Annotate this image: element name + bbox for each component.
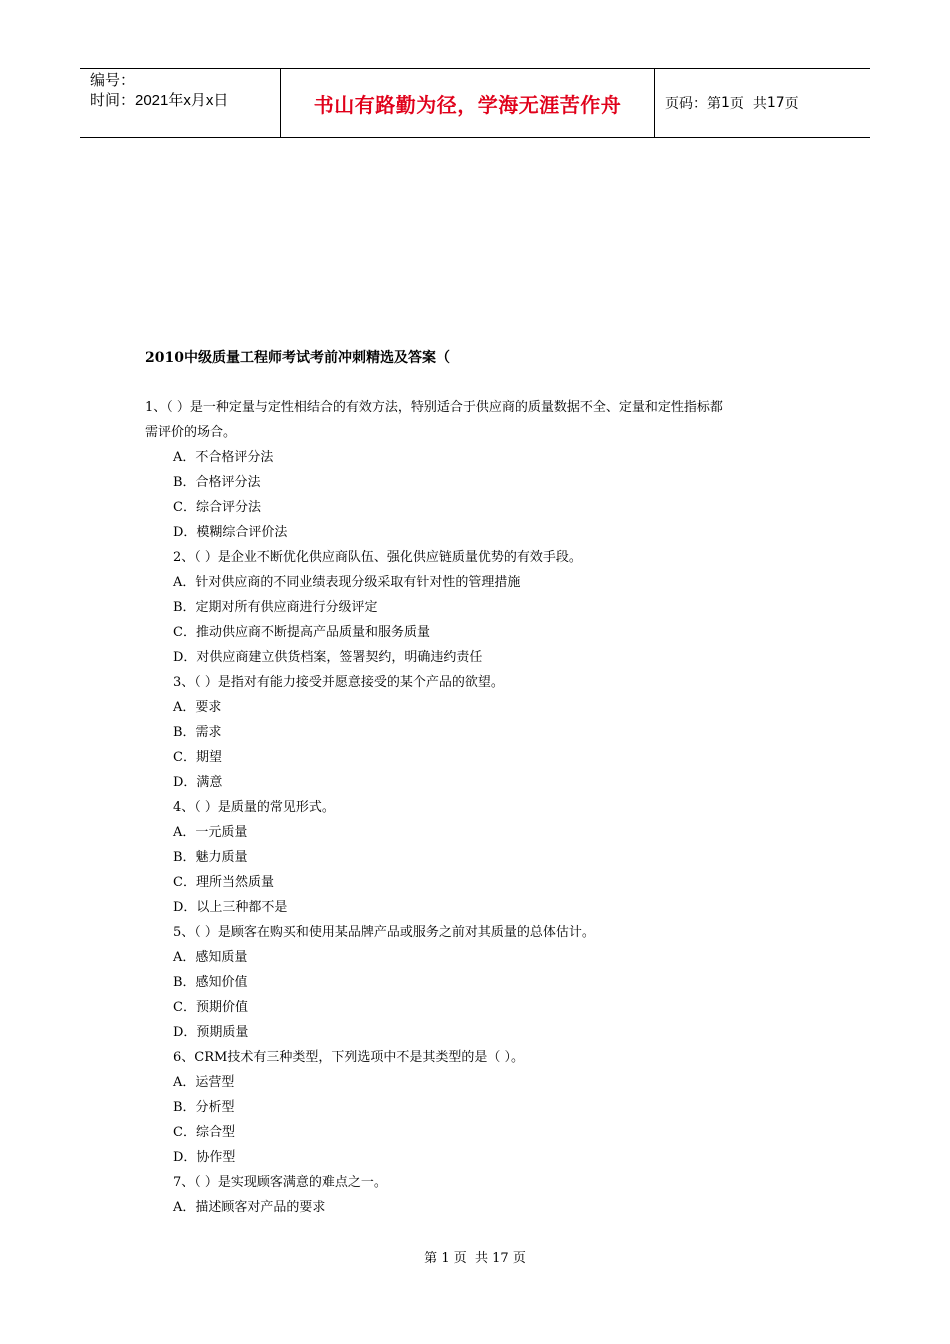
question-6: 6、CRM技术有三种类型，下列选项中不是其类型的是（ ）。 bbox=[173, 1050, 524, 1065]
header-page-info bbox=[655, 69, 870, 137]
option-5b: B．感知价值 bbox=[173, 975, 248, 990]
page-suffix: 页 bbox=[784, 96, 799, 112]
option-5a: A．感知质量 bbox=[173, 950, 248, 965]
question-2: 2、（ ）是企业不断优化供应商队伍、强化供应链质量优势的有效手段。 bbox=[173, 550, 582, 565]
page-prefix: 页码：第 bbox=[665, 96, 721, 112]
footer-total: 17 bbox=[492, 1251, 509, 1266]
option-2b: B．定期对所有供应商进行分级评定 bbox=[173, 600, 378, 615]
option-2c: C．推动供应商不断提高产品质量和服务质量 bbox=[173, 625, 430, 640]
option-5c: C．预期价值 bbox=[173, 1000, 248, 1015]
footer-prefix: 第 bbox=[424, 1251, 438, 1266]
option-2d: D．对供应商建立供货档案，签署契约，明确违约责任 bbox=[173, 650, 483, 665]
question-5: 5、（ ）是顾客在购买和使用某品牌产品或服务之前对其质量的总体估计。 bbox=[173, 925, 595, 940]
option-6b: B．分析型 bbox=[173, 1100, 235, 1115]
header-meta bbox=[80, 69, 281, 137]
option-6d: D．协作型 bbox=[173, 1150, 236, 1165]
option-2a: A．针对供应商的不同业绩表现分级采取有针对性的管理措施 bbox=[173, 575, 521, 590]
option-6c: C．综合型 bbox=[173, 1125, 235, 1140]
question-3: 3、（ ）是指对有能力接受并愿意接受的某个产品的欲望。 bbox=[173, 675, 504, 690]
option-5d: D．预期质量 bbox=[173, 1025, 249, 1040]
footer-mid: 页 共 bbox=[453, 1251, 488, 1266]
option-4c: C．理所当然质量 bbox=[173, 875, 274, 890]
question-4: 4、（ ）是质量的常见形式。 bbox=[173, 800, 335, 815]
option-1b: B．合格评分法 bbox=[173, 475, 261, 490]
header-motto: 书山有路勤为径，学海无涯苦作舟 bbox=[281, 69, 655, 137]
footer-suffix: 页 bbox=[512, 1251, 526, 1266]
option-3d: D．满意 bbox=[173, 775, 223, 790]
footer-current: 1 bbox=[441, 1251, 450, 1266]
option-7a: A．描述顾客对产品的要求 bbox=[173, 1200, 326, 1215]
option-3b: B．需求 bbox=[173, 725, 222, 740]
question-1-continued: 需评价的场合。 bbox=[145, 425, 237, 440]
option-4b: B．魅力质量 bbox=[173, 850, 248, 865]
option-4d: D．以上三种都不是 bbox=[173, 900, 288, 915]
option-1a: A．不合格评分法 bbox=[173, 450, 274, 465]
option-6a: A．运营型 bbox=[173, 1075, 235, 1090]
document-title: 2010中级质量工程师考试考前冲刺精选及答案（ bbox=[145, 350, 450, 366]
page-mid: 页 共 bbox=[729, 96, 767, 112]
option-1d: D．模糊综合评价法 bbox=[173, 525, 288, 540]
page-header bbox=[80, 68, 870, 138]
option-4a: A．一元质量 bbox=[173, 825, 248, 840]
page-current: 1 bbox=[721, 95, 730, 111]
document-body bbox=[145, 398, 825, 1223]
page-footer bbox=[0, 1247, 950, 1266]
number-label: 编号： bbox=[90, 72, 136, 89]
option-1c: C．综合评分法 bbox=[173, 500, 261, 515]
option-3c: C．期望 bbox=[173, 750, 222, 765]
page-total: 17 bbox=[766, 95, 785, 111]
time-label: 时间：2021年x月x日 bbox=[90, 92, 229, 109]
option-3a: A．要求 bbox=[173, 700, 222, 715]
question-7: 7、（ ）是实现顾客满意的难点之一。 bbox=[173, 1175, 387, 1190]
question-1: 1、（ ）是一种定量与定性相结合的有效方法，特别适合于供应商的质量数据不全、定量和定性指标都 bbox=[145, 400, 723, 415]
